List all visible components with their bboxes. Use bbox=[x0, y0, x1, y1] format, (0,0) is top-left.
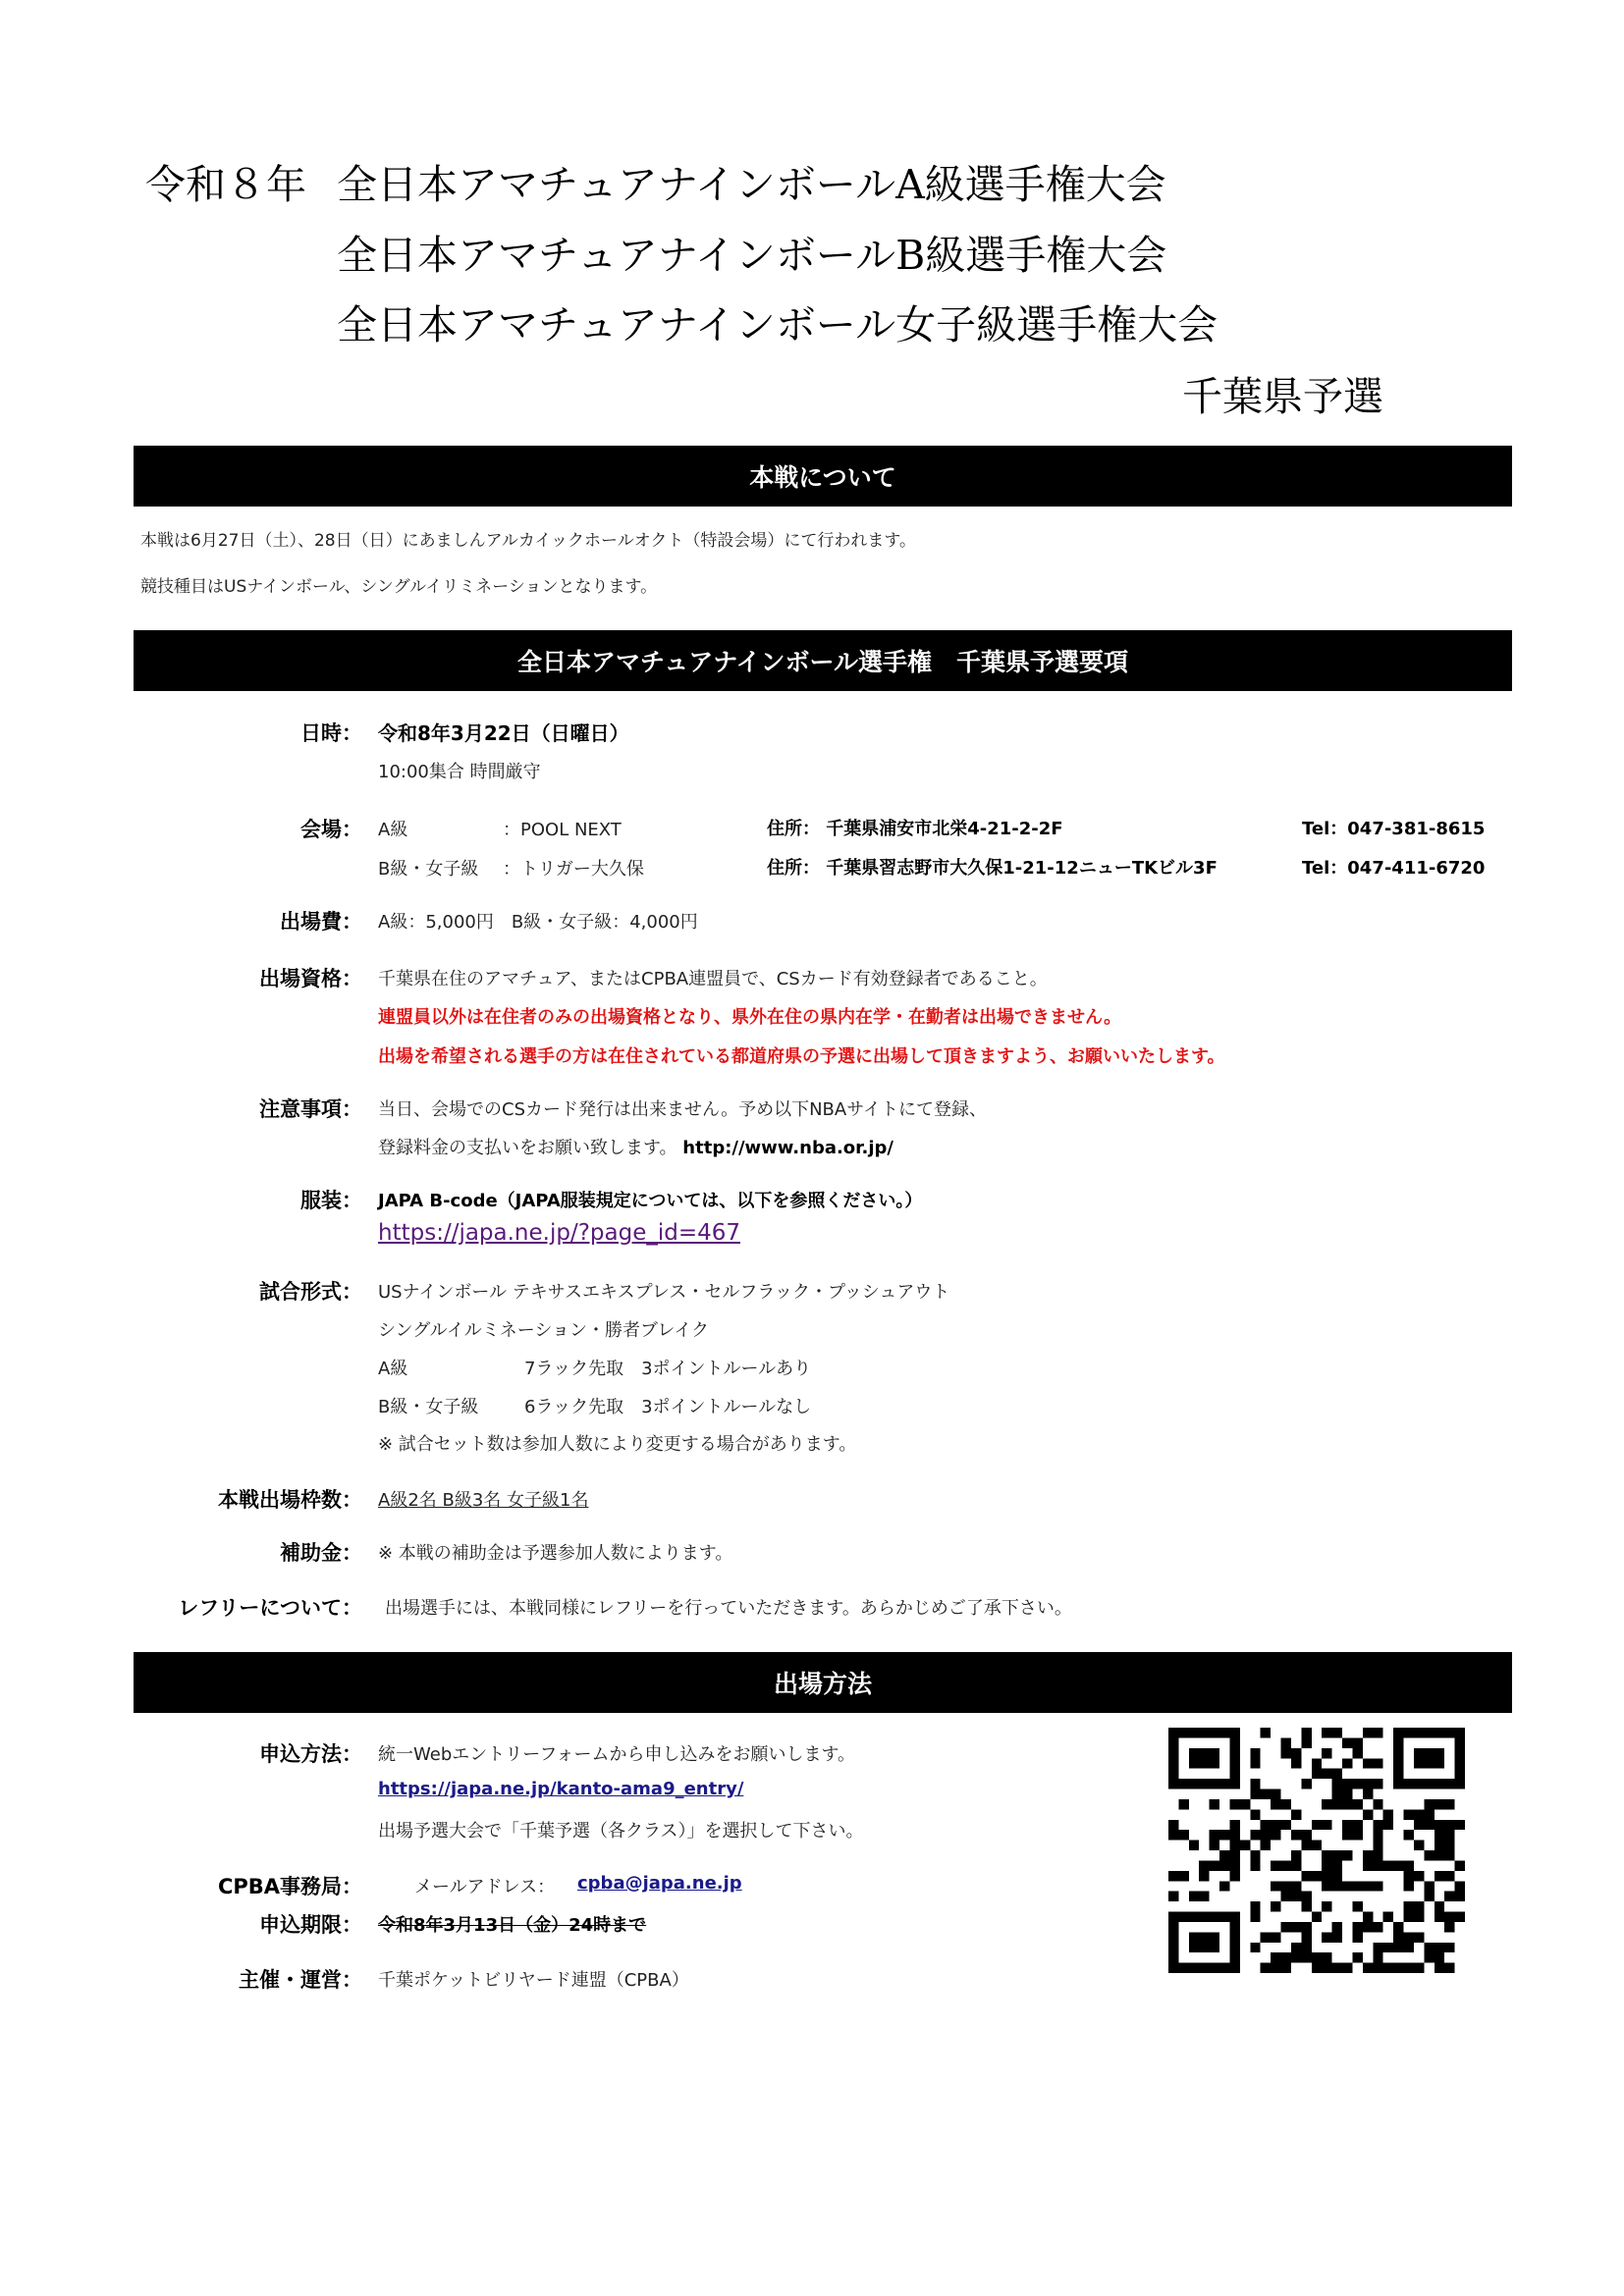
slots-label: 本戦出場枠数： bbox=[218, 1488, 362, 1512]
dress-code-link[interactable]: https://japa.ne.jp/?page_id=467 bbox=[378, 1220, 741, 1246]
qualification-line-3: 出場を希望される選手の方は在住されている都道府県の予選に出場して頂きますよう、お願いいたします。 bbox=[378, 1046, 1225, 1067]
datetime-sub: 10:00集合 時間厳守 bbox=[378, 762, 541, 782]
organizer-label: 主催・運営： bbox=[239, 1968, 362, 1992]
subsidy-label: 補助金： bbox=[280, 1541, 362, 1565]
referee-label: レフリーについて： bbox=[178, 1596, 362, 1620]
office-email-prefix: メールアドレス： bbox=[414, 1877, 556, 1897]
format-label: 試合形式： bbox=[259, 1280, 362, 1304]
subsidy-value: ※ 本戦の補助金は予選参加人数によります。 bbox=[378, 1543, 733, 1564]
nba-link[interactable]: http://www.nba.or.jp/ bbox=[682, 1138, 893, 1158]
main-event-line-2: 競技種目はUSナインボール、シングルイリミネーションとなります。 bbox=[140, 577, 658, 597]
notes-label: 注意事項： bbox=[259, 1097, 362, 1121]
datetime-label: 日時： bbox=[300, 721, 362, 745]
venue-b-tel: Tel：047-411-6720 bbox=[1302, 858, 1486, 879]
format-b-class: B級・女子級 bbox=[378, 1397, 479, 1417]
section-header-main-event: 本戦について bbox=[134, 446, 1512, 507]
qr-code-graphic bbox=[1168, 1728, 1465, 1973]
qualification-line-2: 連盟員以外は在住者のみの出場資格となり、県外在住の県内在学・在勤者は出場できません。 bbox=[378, 1007, 1122, 1028]
venue-a-class: A級 bbox=[378, 820, 408, 840]
apply-line-3: 出場予選大会で「千葉予選（各クラス）」を選択して下さい。 bbox=[378, 1821, 864, 1842]
format-line-2: シングルイルミネーション・勝者ブレイク bbox=[378, 1320, 710, 1341]
format-b-rule: 6ラック先取 3ポイントルールなし bbox=[524, 1397, 812, 1417]
title-line-women: 全日本アマチュアナインボール女子級選手権大会 bbox=[337, 301, 1218, 348]
section-header-qualifier: 全日本アマチュアナインボール選手権 千葉県予選要項 bbox=[134, 630, 1512, 691]
entry-form-link[interactable]: https://japa.ne.jp/kanto-ama9_entry/ bbox=[378, 1779, 744, 1799]
deadline-label: 申込期限： bbox=[259, 1913, 362, 1937]
title-line-b: 全日本アマチュアナインボールB級選手権大会 bbox=[337, 232, 1167, 279]
office-email-link[interactable]: cpba@japa.ne.jp bbox=[577, 1873, 742, 1894]
venue-b-name: ：トリガー大久保 bbox=[503, 859, 644, 880]
fee-value: A級：5,000円 B級・女子級：4,000円 bbox=[378, 912, 698, 933]
slots-value: A級2名 B級3名 女子級1名 bbox=[378, 1490, 589, 1511]
dress-line-1: JAPA B-code（JAPA服装規定については、以下を参照ください。） bbox=[378, 1191, 923, 1211]
organizer-value: 千葉ポケットビリヤード連盟（CPBA） bbox=[378, 1970, 689, 1991]
venue-b-address: 住所： 千葉県習志野市大久保1-21-12ニューTKビル3F bbox=[767, 858, 1218, 879]
referee-value: 出場選手には、本戦同様にレフリーを行っていただきます。あらかじめご了承下さい。 bbox=[385, 1598, 1072, 1619]
fee-label: 出場費： bbox=[280, 910, 362, 934]
deadline-value: 令和8年3月13日（金）24時まで bbox=[378, 1915, 647, 1936]
notes-line-2-text: 登録料金の支払いをお願い致します。 bbox=[378, 1138, 677, 1158]
venue-b-class: B級・女子級 bbox=[378, 859, 479, 880]
apply-line-1: 統一Webエントリーフォームから申し込みをお願いします。 bbox=[378, 1744, 856, 1765]
datetime-value: 令和8年3月22日（日曜日） bbox=[378, 721, 629, 745]
format-a-class: A級 bbox=[378, 1359, 408, 1379]
qualification-label: 出場資格： bbox=[259, 967, 362, 990]
qr-code-icon bbox=[1168, 1728, 1465, 1973]
notes-line-2 bbox=[378, 1134, 893, 1159]
venue-a-tel: Tel：047-381-8615 bbox=[1302, 819, 1486, 839]
venue-a-address: 住所： 千葉県浦安市北栄4-21-2-2F bbox=[767, 819, 1063, 839]
title-era: 令和８年 bbox=[145, 161, 306, 208]
section-header-entry: 出場方法 bbox=[134, 1652, 1512, 1713]
title-region: 千葉県予選 bbox=[1182, 373, 1383, 420]
notes-line-1: 当日、会場でのCSカード発行は出来ません。予め以下NBAサイトにて登録、 bbox=[378, 1099, 987, 1120]
office-label: CPBA事務局： bbox=[217, 1875, 362, 1898]
venue-label: 会場： bbox=[300, 818, 362, 841]
venue-a-name: ：POOL NEXT bbox=[503, 820, 622, 840]
title-line-a: 全日本アマチュアナインボールA級選手権大会 bbox=[337, 161, 1166, 208]
apply-label: 申込方法： bbox=[259, 1742, 362, 1766]
format-note: ※ 試合セット数は参加人数により変更する場合があります。 bbox=[378, 1434, 857, 1455]
qualification-line-1: 千葉県在住のアマチュア、またはCPBA連盟員で、CSカード有効登録者であること。 bbox=[378, 969, 1048, 989]
format-a-rule: 7ラック先取 3ポイントルールあり bbox=[524, 1359, 812, 1379]
dress-label: 服装： bbox=[300, 1189, 362, 1212]
main-event-line-1: 本戦は6月27日（土）、28日（日）にあましんアルカイックホールオクト（特設会場）にて行われます。 bbox=[140, 531, 917, 551]
format-line-1: USナインボール テキサスエキスプレス・セルフラック・プッシュアウト bbox=[378, 1282, 950, 1303]
